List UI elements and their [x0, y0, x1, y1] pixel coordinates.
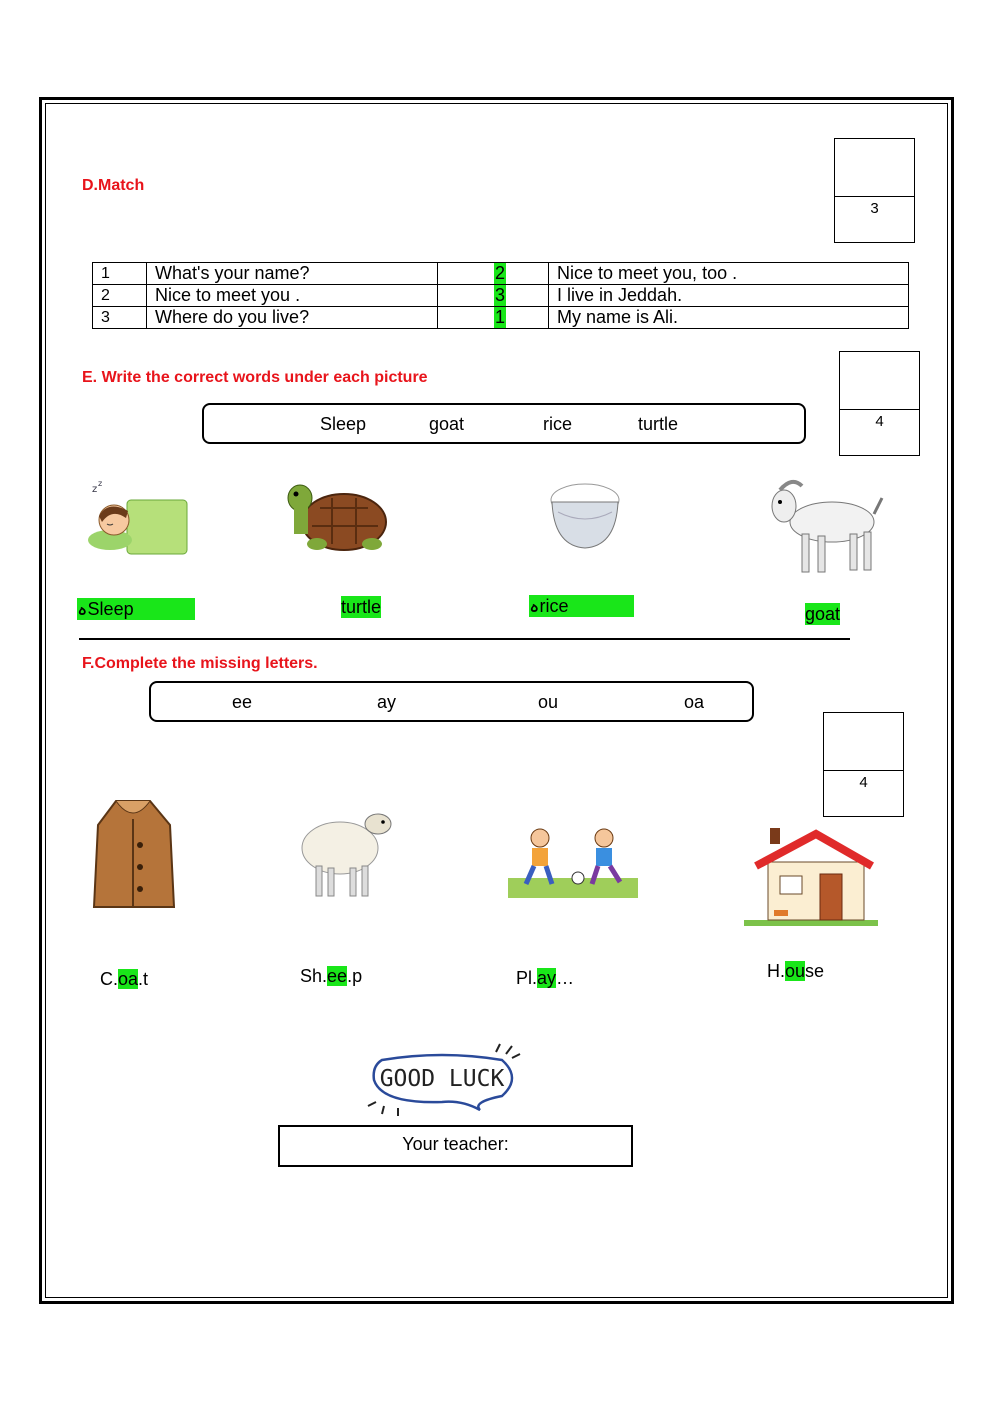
answer-input[interactable]: 1 — [495, 307, 506, 327]
kids-playing-picture — [508, 826, 638, 898]
match-text: My name is Ali. — [549, 307, 909, 329]
word-bank-item: ou — [538, 692, 559, 712]
word-suffix: … — [556, 968, 575, 988]
word-bank-item: oa — [684, 692, 705, 712]
word-coat — [100, 969, 148, 990]
word-suffix: .p — [347, 966, 363, 986]
match-text: Nice to meet you, too . — [549, 263, 909, 285]
missing-letters-input[interactable]: oa — [118, 969, 139, 989]
row-number: 1 — [93, 263, 147, 285]
sleeping-boy-picture — [82, 478, 188, 558]
answer-turtle[interactable]: turtle — [341, 597, 382, 617]
word-bank-item: goat — [429, 414, 465, 434]
question-text: What's your name? — [147, 263, 438, 285]
word-play — [516, 968, 574, 989]
word-suffix: .t — [138, 969, 149, 989]
answer-rice[interactable]: ہrice — [529, 595, 634, 617]
section-e-score-box — [839, 351, 920, 456]
word-bank-item: ee — [232, 692, 253, 712]
svg-text:z: z — [98, 479, 103, 488]
missing-letters-input[interactable]: ee — [327, 966, 348, 986]
word-prefix: H. — [767, 961, 785, 981]
good-luck-badge — [362, 1040, 528, 1120]
answer-input[interactable]: 3 — [495, 285, 506, 305]
question-text: Nice to meet you . — [147, 285, 438, 307]
word-bank-item: ay — [377, 692, 397, 712]
answer-sleep[interactable]: ہSleep — [77, 598, 195, 620]
section-f-score: 4 — [859, 774, 868, 791]
section-d-heading: D.Match — [82, 177, 145, 194]
missing-letters-input[interactable]: ay — [537, 968, 557, 988]
row-number: 3 — [93, 307, 147, 329]
section-f-score-box — [823, 712, 904, 817]
section-e-score: 4 — [875, 413, 884, 430]
coat-picture — [90, 795, 176, 915]
section-d-score: 3 — [870, 200, 879, 217]
word-house — [767, 961, 824, 982]
missing-letters-input[interactable]: ou — [785, 961, 806, 981]
section-e-heading: E. Write the correct words under each picture — [82, 369, 428, 386]
teacher-signature-box: Your teacher: — [278, 1125, 633, 1167]
word-bank-item: turtle — [638, 414, 679, 434]
answer-input[interactable]: 2 — [495, 263, 506, 283]
house-picture — [744, 828, 878, 928]
word-bank-e — [202, 403, 806, 444]
table-row — [93, 285, 909, 307]
question-text: Where do you live? — [147, 307, 438, 329]
match-table — [92, 262, 909, 329]
turtle-picture — [282, 478, 392, 556]
answer-goat[interactable]: goat — [805, 604, 841, 624]
svg-text:z: z — [92, 484, 98, 495]
word-bank-item: Sleep — [320, 414, 367, 434]
match-text: I live in Jeddah. — [549, 285, 909, 307]
table-row — [93, 307, 909, 329]
row-number: 2 — [93, 285, 147, 307]
word-sheep — [300, 966, 362, 987]
good-luck-text: GOOD LUCK — [379, 1066, 505, 1092]
word-prefix: Sh. — [300, 966, 328, 986]
word-prefix: Pl. — [516, 968, 538, 988]
section-divider — [79, 638, 850, 640]
section-f-heading: F.Complete the missing letters. — [82, 655, 318, 672]
table-row — [93, 263, 909, 285]
word-prefix: C. — [100, 969, 118, 989]
rice-bowl-picture — [546, 472, 624, 552]
word-bank-item: rice — [543, 414, 573, 434]
section-d-score-box — [834, 138, 915, 243]
sheep-picture — [298, 800, 396, 900]
word-suffix: se — [805, 961, 825, 981]
goat-picture — [762, 476, 886, 576]
